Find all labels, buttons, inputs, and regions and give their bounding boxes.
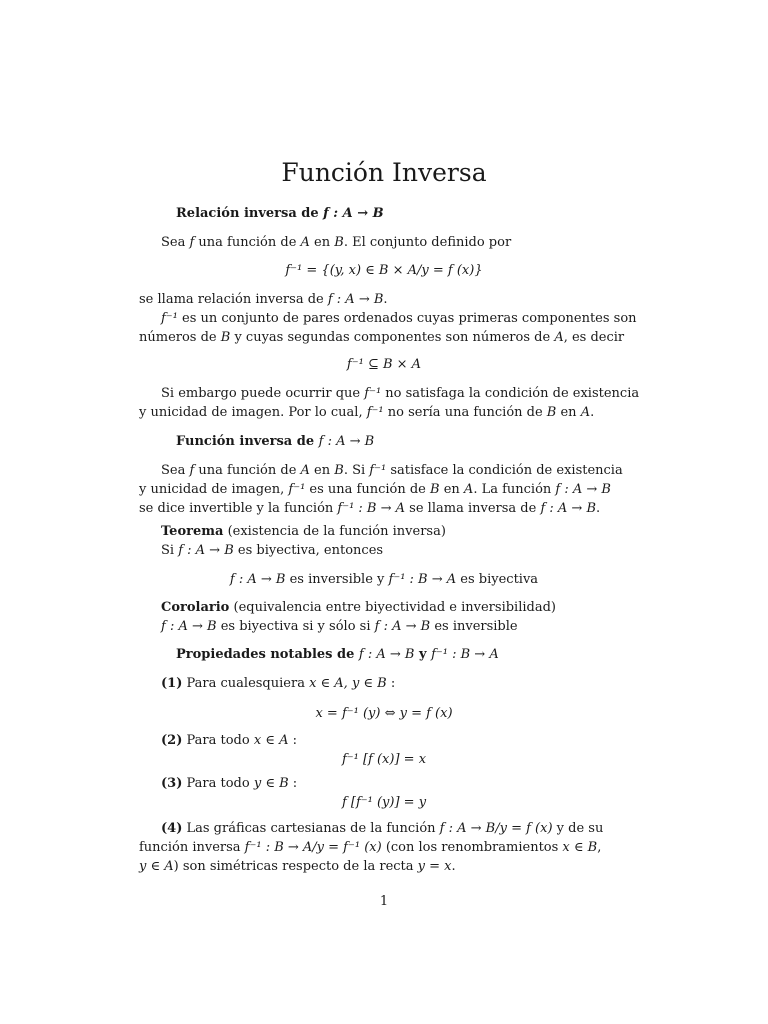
text: ,	[597, 840, 602, 855]
math: f : A → B	[327, 292, 384, 307]
heading-text: Relación inversa de	[176, 206, 324, 221]
text: en	[309, 235, 335, 250]
math: f : A → B	[161, 619, 217, 634]
text: en	[556, 405, 581, 420]
math: x ∈ B	[562, 840, 598, 855]
math: A	[463, 482, 474, 497]
text: no satisfaga la condición de existencia	[381, 386, 640, 401]
text: :	[288, 733, 297, 748]
property-4	[161, 820, 629, 837]
text: función inversa	[139, 840, 245, 855]
paragraph-line	[139, 500, 629, 517]
property-3	[161, 775, 629, 792]
text: en	[439, 482, 464, 497]
text: Si embargo puede ocurrir que	[161, 386, 365, 401]
paragraph-line	[161, 234, 629, 251]
text: Sea	[161, 235, 190, 250]
heading-text: Función inversa de	[176, 434, 319, 449]
math: B	[220, 330, 231, 345]
paragraph-line	[161, 542, 629, 559]
text: y de su	[552, 821, 604, 836]
text: es una función de	[305, 482, 431, 497]
property-2	[161, 732, 629, 749]
page-title: Función Inversa	[281, 158, 487, 187]
text: Si	[161, 543, 179, 558]
text: satisface la condición de existencia	[386, 463, 623, 478]
corolario-label: Corolario	[161, 600, 230, 615]
property-number: (1)	[161, 676, 183, 691]
display-equation	[139, 571, 629, 588]
math: f⁻¹ : B → A/y = f⁻¹ (x)	[244, 840, 382, 855]
text: se dice invertible y la función	[139, 501, 338, 516]
text: es inversible	[430, 619, 518, 634]
text: (con los renombramientos	[381, 840, 563, 855]
text: una función de	[194, 235, 301, 250]
text: en	[309, 463, 335, 478]
teorema-label: Teorema	[161, 524, 224, 539]
text: Las gráficas cartesianas de la función	[182, 821, 440, 836]
corolario-note: (equivalencia entre biyectividad e inversibilidad)	[229, 600, 556, 615]
text: es biyectiva si y sólo si	[216, 619, 375, 634]
paragraph-line	[161, 310, 637, 327]
text: Para cualesquiera	[182, 676, 310, 691]
text: Para todo	[182, 733, 254, 748]
text: y unicidad de imagen,	[139, 482, 289, 497]
math: f⁻¹	[369, 463, 387, 478]
text: y cuyas segundas componentes son números de	[230, 330, 555, 345]
math: y = x	[417, 859, 452, 874]
teorema-line	[161, 523, 629, 540]
math: A	[580, 405, 591, 420]
text: Sea	[161, 463, 190, 478]
display-equation: f [f⁻¹ (y)] = y	[341, 795, 427, 810]
heading-text: y	[414, 647, 432, 662]
corolario-line	[161, 599, 629, 616]
property-1	[161, 675, 629, 692]
math: f : A → B	[555, 482, 611, 497]
text: .	[451, 859, 456, 874]
math: A	[300, 235, 310, 250]
text: no sería una función de	[383, 405, 547, 420]
text: es inversible y	[285, 572, 389, 587]
math: f⁻¹	[288, 482, 306, 497]
text: . Si	[343, 463, 370, 478]
text: . El conjunto definido por	[343, 235, 512, 250]
paragraph-line	[139, 329, 629, 346]
paragraph-line	[139, 481, 629, 498]
heading-math: f⁻¹ : B → A	[431, 647, 499, 662]
math: A	[554, 330, 564, 345]
math: x ∈ A	[253, 733, 289, 748]
paragraph-line	[139, 404, 629, 421]
text: es biyectiva	[456, 572, 539, 587]
display-equation: f⁻¹ [f (x)] = x	[341, 752, 427, 767]
paragraph-line	[161, 385, 640, 402]
text: es biyectiva, entonces	[233, 543, 384, 558]
paragraph-line	[139, 839, 629, 856]
text: una función de	[194, 463, 301, 478]
text: números de	[139, 330, 221, 345]
display-equation: x = f⁻¹ (y) ⇔ y = f (x)	[315, 706, 453, 721]
math: f⁻¹	[366, 405, 384, 420]
text: , es decir	[563, 330, 625, 345]
text: .	[383, 292, 388, 307]
page-number: 1	[379, 894, 389, 909]
math: B	[334, 235, 344, 250]
math: f⁻¹ : B → A	[388, 572, 457, 587]
paragraph-line	[139, 858, 629, 875]
property-number: (4)	[161, 821, 183, 836]
text: :	[288, 776, 298, 791]
section-heading-propiedades	[176, 646, 666, 663]
paragraph-line	[161, 462, 629, 479]
math: f : A → B	[178, 543, 234, 558]
math: B	[334, 463, 344, 478]
display-equation: f⁻¹ ⊆ B × A	[346, 357, 422, 372]
math: f	[189, 463, 195, 478]
text: .	[590, 405, 595, 420]
paragraph-line	[139, 291, 629, 308]
math: B	[546, 405, 557, 420]
math: x ∈ A, y ∈ B	[309, 676, 387, 691]
text: ) son simétricas respecto de la recta	[173, 859, 418, 874]
math: A	[300, 463, 310, 478]
math: f	[189, 235, 195, 250]
section-heading-funcion-inversa	[176, 433, 666, 450]
paragraph-line	[161, 618, 629, 635]
math: B	[430, 482, 440, 497]
math: f : A → B	[229, 572, 286, 587]
math: f⁻¹ : B → A	[337, 501, 406, 516]
math: f : A → B/y = f (x)	[439, 821, 553, 836]
heading-text: Propiedades notables de	[176, 647, 359, 662]
math: y ∈ A	[139, 859, 174, 874]
property-number: (3)	[161, 776, 183, 791]
text: es un conjunto de pares ordenados cuyas primeras componentes son	[177, 311, 637, 326]
text: . La función	[473, 482, 556, 497]
text: se llama relación inversa de	[139, 292, 328, 307]
heading-math: f : A → B	[318, 434, 375, 449]
math: f⁻¹	[161, 311, 178, 326]
teorema-note: (existencia de la función inversa)	[223, 524, 446, 539]
section-heading-relacion-inversa	[176, 205, 666, 222]
math: f : A → B	[374, 619, 431, 634]
math: y ∈ B	[253, 776, 289, 791]
math: f⁻¹	[364, 386, 382, 401]
math: f : A → B	[540, 501, 596, 516]
property-number: (2)	[161, 733, 183, 748]
display-equation: f⁻¹ = {(y, x) ∈ B × A/y = f (x)}	[285, 263, 483, 278]
text: y unicidad de imagen. Por lo cual,	[139, 405, 367, 420]
text: Para todo	[182, 776, 254, 791]
heading-math: f : A → B	[358, 647, 415, 662]
text: se llama inversa de	[405, 501, 541, 516]
text: .	[596, 501, 601, 516]
heading-math: f : A → B	[323, 206, 384, 221]
text: :	[386, 676, 396, 691]
